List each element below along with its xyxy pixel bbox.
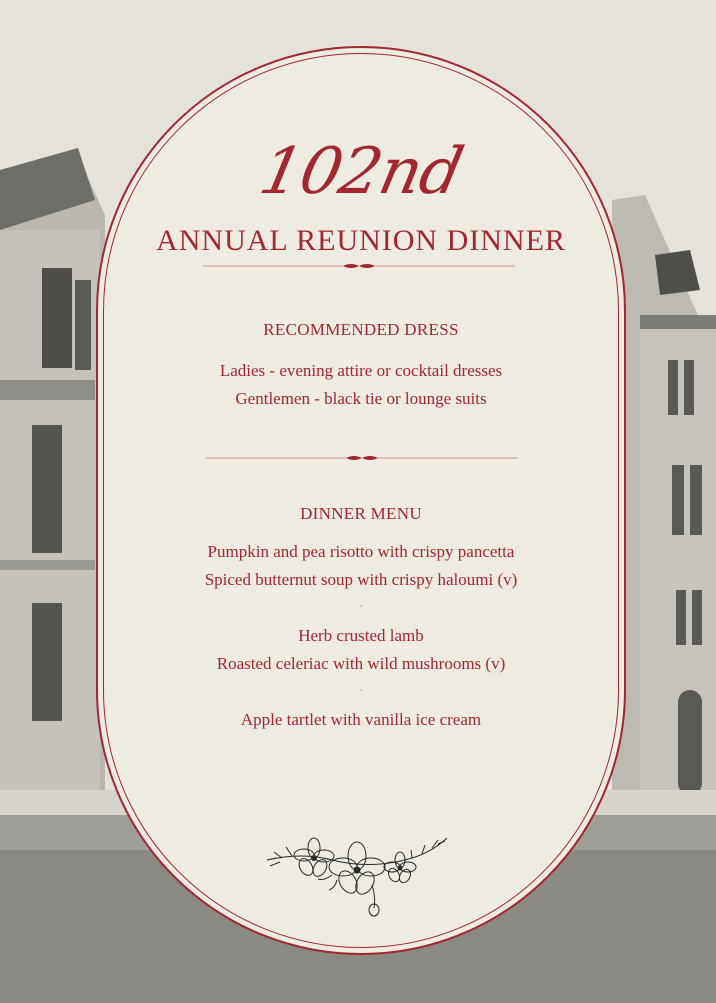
ornamental-divider-icon [203,260,515,272]
menu-item-main: Herb crusted lamb [298,626,424,645]
floral-ornament-icon [262,830,452,920]
dress-heading: RECOMMENDED DRESS [263,320,459,339]
event-title: ANNUAL REUNION DINNER [156,224,566,257]
anniversary-number: 102nd [253,135,469,209]
menu-heading: DINNER MENU [300,504,422,523]
invitation-card [96,46,626,955]
menu-item-main: Roasted celeriac with wild mushrooms (v) [216,654,506,673]
dress-line: Gentlemen - black tie or lounge suits [235,389,487,408]
dress-line: Ladies - evening attire or cocktail dresses [219,361,503,380]
ornamental-divider-icon [206,452,518,464]
menu-item-starter: Pumpkin and pea risotto with crispy pancetta [207,542,515,561]
course-separator: - [359,601,363,612]
menu-item-starter: Spiced butternut soup with crispy haloumi (v) [204,570,518,589]
course-separator: - [359,685,363,696]
menu-item-dessert: Apple tartlet with vanilla ice cream [240,710,482,729]
